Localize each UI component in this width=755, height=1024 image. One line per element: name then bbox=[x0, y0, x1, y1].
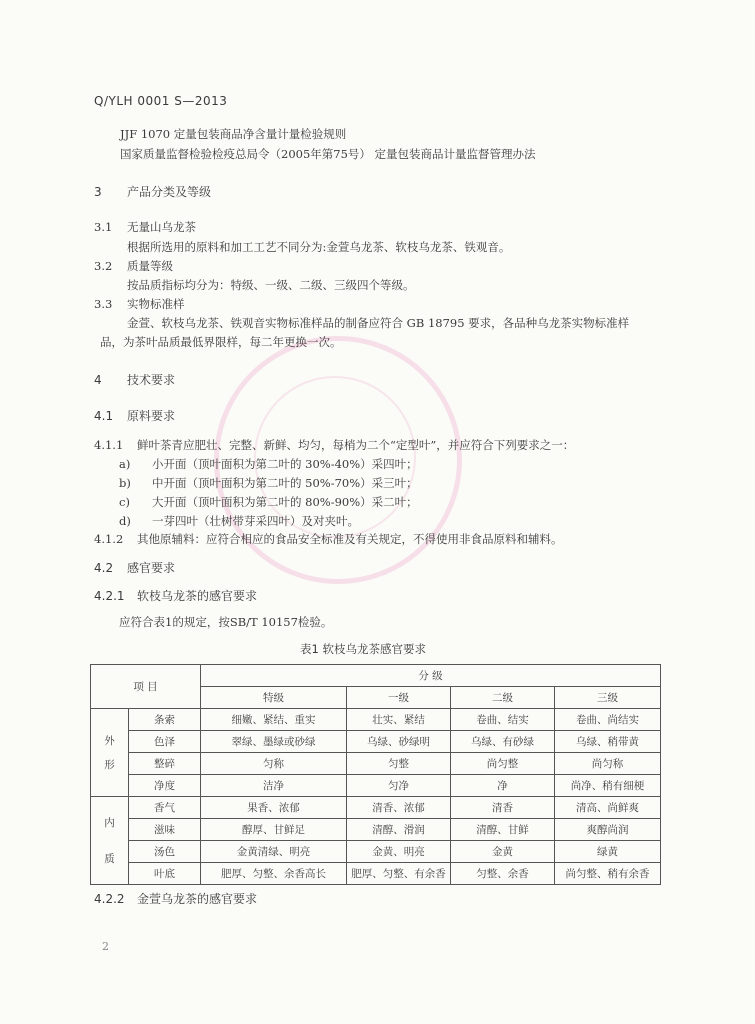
list-text: 小开面（顶叶面积为第二叶的 30%-40%）采四叶； bbox=[152, 457, 418, 471]
list-marker: d) bbox=[119, 514, 131, 528]
grade-value-cell: 卷曲、尚结实 bbox=[555, 709, 661, 731]
grade-value-cell: 尚匀称 bbox=[555, 753, 661, 775]
grade-value-cell: 净 bbox=[451, 775, 555, 797]
standard-code-header: Q/YLH 0001 S—2013 bbox=[94, 94, 228, 108]
list-text: 大开面（顶叶面积为第二叶的 80%-90%）采二叶； bbox=[152, 495, 418, 509]
grade-value-cell: 乌绿、稍带黄 bbox=[555, 731, 661, 753]
item-name-cell: 条索 bbox=[129, 709, 201, 731]
section-number: 4 bbox=[94, 373, 102, 387]
grade-value-cell: 洁净 bbox=[201, 775, 347, 797]
grade-value-cell: 金黄清绿、明亮 bbox=[201, 841, 347, 863]
grade-value-cell: 金黄 bbox=[451, 841, 555, 863]
section-title: 产品分类及等级 bbox=[127, 185, 212, 199]
grade-value-cell: 果香、浓郁 bbox=[201, 797, 347, 819]
grade-name-cell: 二级 bbox=[451, 687, 555, 709]
section-number: 4.1.1 bbox=[94, 438, 124, 452]
grade-value-cell: 匀整、余香 bbox=[451, 863, 555, 885]
grade-value-cell: 清香、浓郁 bbox=[347, 797, 451, 819]
table-row bbox=[91, 841, 661, 863]
section-number: 4.2.1 bbox=[94, 589, 125, 603]
section-3-1-heading bbox=[94, 219, 196, 235]
section-4-2-2-heading bbox=[94, 890, 257, 907]
section-number: 3 bbox=[94, 185, 102, 199]
grade-name-cell: 三级 bbox=[555, 687, 661, 709]
section-4-2-1-heading bbox=[94, 587, 257, 604]
section-number: 3.3 bbox=[94, 297, 113, 311]
clause-text: 鲜叶茶青应肥壮、完整、新鲜、均匀，每梢为二个“定型叶”，并应符合下列要求之一： bbox=[137, 438, 575, 452]
section-title: 原料要求 bbox=[127, 409, 176, 423]
section-title: 感官要求 bbox=[127, 561, 176, 575]
grade-value-cell: 清醇、甘鲜 bbox=[451, 819, 555, 841]
grade-value-cell: 壮实、紧结 bbox=[347, 709, 451, 731]
grade-value-cell: 翠绿、墨绿或砂绿 bbox=[201, 731, 347, 753]
clause-text: 其他原辅料：应符合相应的食品安全标准及有关规定，不得使用非食品原料和辅料。 bbox=[137, 532, 563, 546]
grade-value-cell: 卷曲、结实 bbox=[451, 709, 555, 731]
table-1-caption: 表1 软枝乌龙茶感官要求 bbox=[300, 642, 426, 656]
grade-value-cell: 乌绿、有砂绿 bbox=[451, 731, 555, 753]
section-4-1-heading bbox=[94, 407, 175, 424]
list-marker: a) bbox=[119, 457, 131, 471]
section-title: 实物标准样 bbox=[127, 297, 185, 311]
section-4-2-heading bbox=[94, 559, 175, 576]
reference-jjf1070: JJF 1070 定量包装商品净含量计量检验规则 bbox=[120, 127, 347, 141]
list-item-d bbox=[119, 513, 359, 529]
list-item-a bbox=[119, 456, 418, 472]
grade-value-cell: 醇厚、甘鲜足 bbox=[201, 819, 347, 841]
grade-value-cell: 匀称 bbox=[201, 753, 347, 775]
section-title: 金萱乌龙茶的感官要求 bbox=[137, 892, 258, 906]
grade-value-cell: 尚匀整 bbox=[451, 753, 555, 775]
section-3-heading bbox=[94, 183, 211, 200]
reference-decree-75: 国家质量监督检验检疫总局令（2005年第75号） 定量包装商品计量监督管理办法 bbox=[120, 147, 536, 161]
section-number: 4.1 bbox=[94, 409, 114, 423]
item-name-cell: 汤色 bbox=[129, 841, 201, 863]
section-number: 4.1.2 bbox=[94, 532, 124, 546]
item-name-cell: 叶底 bbox=[129, 863, 201, 885]
section-3-2-text: 按品质指标均分为：特级、一级、二级、三级四个等级。 bbox=[127, 278, 415, 292]
grade-value-cell: 绿黄 bbox=[555, 841, 661, 863]
grade-value-cell: 尚净、稍有细梗 bbox=[555, 775, 661, 797]
section-3-1-text: 根据所选用的原料和加工工艺不同分为:金萱乌龙茶、软枝乌龙茶、铁观音。 bbox=[127, 240, 511, 254]
item-name-cell: 净度 bbox=[129, 775, 201, 797]
list-text: 一芽四叶（壮树带芽采四叶）及对夹叶。 bbox=[152, 514, 359, 528]
section-title: 质量等级 bbox=[127, 259, 173, 273]
section-title: 无量山乌龙茶 bbox=[127, 220, 196, 234]
section-3-3-line-1: 金萱、软枝乌龙茶、铁观音实物标准样品的制备应符合 GB 18795 要求，各品种乌龙茶实物标准样 bbox=[127, 316, 630, 330]
grade-value-cell: 匀整 bbox=[347, 753, 451, 775]
table-header-row bbox=[91, 665, 661, 687]
section-3-3-heading bbox=[94, 296, 185, 312]
table-row bbox=[91, 797, 661, 819]
table-body bbox=[91, 665, 661, 885]
grade-value-cell: 清高、尚鲜爽 bbox=[555, 797, 661, 819]
grade-value-cell: 细嫩、紧结、重实 bbox=[201, 709, 347, 731]
table-row bbox=[91, 731, 661, 753]
item-name-cell: 色泽 bbox=[129, 731, 201, 753]
section-number: 4.2.2 bbox=[94, 892, 125, 906]
grade-value-cell: 匀净 bbox=[347, 775, 451, 797]
grade-value-cell: 金黄、明亮 bbox=[347, 841, 451, 863]
list-item-c bbox=[119, 494, 418, 510]
list-marker: b) bbox=[119, 476, 131, 490]
grade-name-cell: 一级 bbox=[347, 687, 451, 709]
grade-value-cell: 爽醇尚润 bbox=[555, 819, 661, 841]
table-row bbox=[91, 819, 661, 841]
grade-value-cell: 尚匀整、稍有余香 bbox=[555, 863, 661, 885]
group-label-cell: 内 质 bbox=[91, 797, 129, 885]
section-3-2-heading bbox=[94, 258, 173, 274]
table-row bbox=[91, 753, 661, 775]
group-label-cell: 外 形 bbox=[91, 709, 129, 797]
table-row bbox=[91, 863, 661, 885]
section-number: 4.2 bbox=[94, 561, 114, 575]
item-name-cell: 香气 bbox=[129, 797, 201, 819]
page-number: 2 bbox=[102, 940, 109, 953]
section-4-1-2-text bbox=[94, 531, 563, 547]
section-4-2-1-text: 应符合表1的规定，按SB/T 10157检验。 bbox=[119, 615, 333, 629]
grade-value-cell: 肥厚、匀整、余香高长 bbox=[201, 863, 347, 885]
sensory-requirements-table bbox=[90, 664, 661, 885]
section-4-heading bbox=[94, 371, 175, 388]
list-text: 中开面（顶叶面积为第二叶的 50%-70%）采三叶； bbox=[152, 476, 418, 490]
section-number: 3.2 bbox=[94, 259, 113, 273]
item-name-cell: 整碎 bbox=[129, 753, 201, 775]
grade-value-cell: 乌绿、砂绿明 bbox=[347, 731, 451, 753]
item-name-cell: 滋味 bbox=[129, 819, 201, 841]
table-row bbox=[91, 775, 661, 797]
list-marker: c) bbox=[119, 495, 130, 509]
table-row bbox=[91, 709, 661, 731]
section-title: 技术要求 bbox=[127, 373, 176, 387]
item-header-cell: 项 目 bbox=[91, 665, 201, 709]
list-item-b bbox=[119, 475, 418, 491]
section-3-3-line-2: 品，为茶叶品质最低界限样，每二年更换一次。 bbox=[100, 335, 342, 349]
grade-value-cell: 清香 bbox=[451, 797, 555, 819]
section-4-1-1-text bbox=[94, 437, 574, 453]
grade-value-cell: 清醇、滑润 bbox=[347, 819, 451, 841]
grade-header-cell: 分 级 bbox=[201, 665, 661, 687]
section-title: 软枝乌龙茶的感官要求 bbox=[137, 589, 258, 603]
grade-name-cell: 特级 bbox=[201, 687, 347, 709]
section-number: 3.1 bbox=[94, 220, 113, 234]
grade-value-cell: 肥厚、匀整、有余香 bbox=[347, 863, 451, 885]
